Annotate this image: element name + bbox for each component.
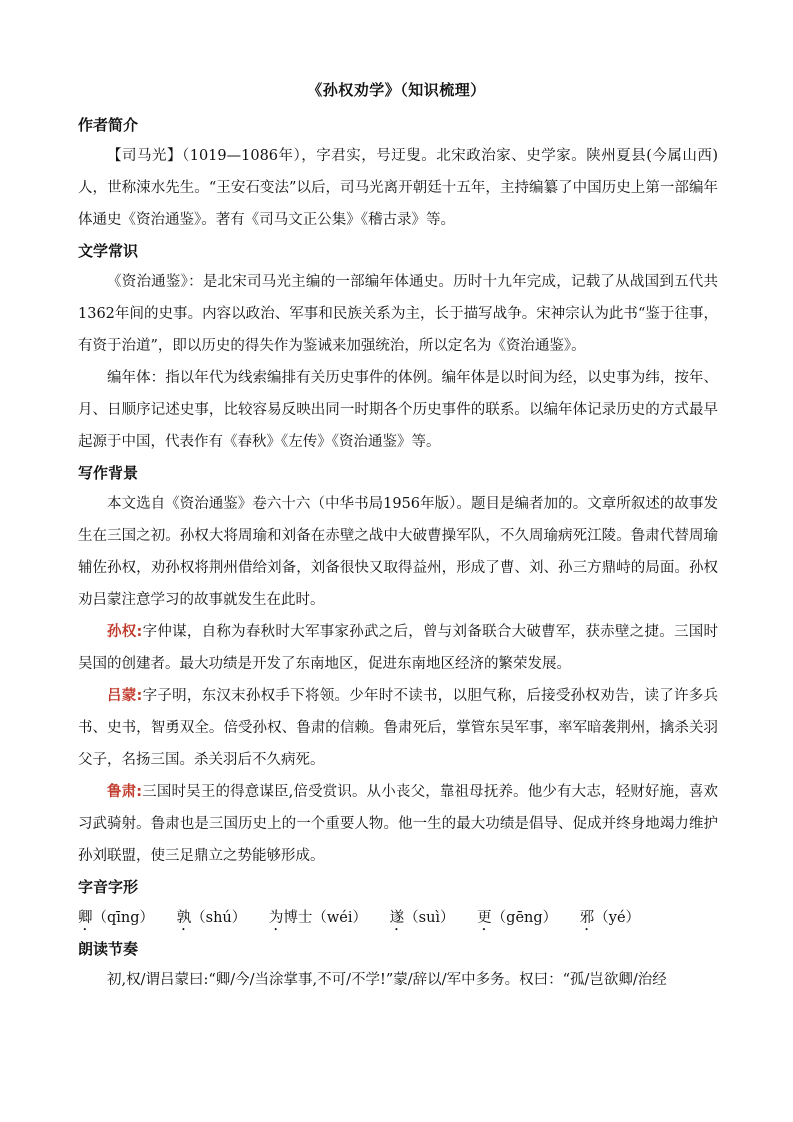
- background-paragraph: 本文选自《资治通鉴》卷六十六（中华书局1956年版）。题目是编者加的。文章所叙述的故事发生在三国之初。孙权大将周瑜和刘备在赤壁之战中大破曹操军队，不久周瑜病死江陵。鲁肃代替周瑜辅佐孙权，劝孙权将荆州借给刘备，刘备很快又取得益州，形成了曹、刘、孙三方鼎峙的局面。孙权劝吕蒙注意学习的故事就发生在此时。: [78, 496, 718, 608]
- pron-item-geng: [477, 902, 557, 934]
- pron-pinyin: （shú）: [191, 910, 247, 926]
- literature-paragraph-1: 《资治通鉴》：是北宋司马光主编的一部编年体通史。历时十九年完成，记载了从战国到五代共1362年间的史事。内容以政治、军事和民族关系为主，长于描写战争。宋神宗认为此书“鉴于往事，有资于治道”，即以历史的得失作为鉴诫来加强统治，所以定名为《资治通鉴》。: [78, 274, 718, 354]
- pron-item-ye: [580, 902, 640, 934]
- pron-item-sui: [390, 902, 455, 934]
- section-heading-rhythm: 朗读节奏: [78, 940, 139, 958]
- rhythm-paragraph: 初,权/谓吕蒙曰:“卿/今/当涂掌事,不可/不学!”蒙/辞以/军中多务。权曰：“孤/岂欲卿/治经: [107, 972, 667, 988]
- section-heading-background: 写作背景: [78, 464, 139, 482]
- pron-char: 遂: [389, 910, 405, 926]
- person-name-lusu: 鲁肃:: [107, 784, 143, 800]
- pron-char: 孰: [176, 910, 192, 926]
- pron-pinyin: （gēng）: [491, 910, 558, 926]
- person-lvmeng: [78, 680, 718, 776]
- page-title: 《孙权劝学》（知识梳理）: [307, 81, 486, 99]
- pron-char: 邪: [579, 910, 595, 926]
- person-text-sunquan: 字仲谋，自称为春秋时大军事家孙武之后，曾与刘备联合大破曹军，获赤壁之捷。三国时吴国的创建者。最大功绩是开发了东南地区，促进东南地区经济的繁荣发展。: [78, 624, 718, 672]
- pron-item-wei: [269, 902, 367, 934]
- person-name-sunquan: 孙权:: [107, 624, 143, 640]
- section-heading-author: 作者简介: [78, 116, 139, 134]
- pronunciation-list: [78, 902, 718, 934]
- person-text-lusu: 三国时吴王的得意谋臣,倍受赏识。从小丧父，靠祖母抚养。他少有大志，轻财好施，喜欢习武骑射。鲁肃也是三国历史上的一个重要人物。他一生的最大功绩是倡导、促成并终身地竭力维护孙刘联盟，使三足鼎立之势能够形成。: [78, 784, 718, 864]
- pron-pinyin: （yé）: [594, 910, 641, 926]
- person-lusu: [78, 776, 718, 872]
- pron-char: 卿: [78, 910, 93, 926]
- pron-suffix: 博士: [283, 910, 313, 926]
- pron-char: 为: [268, 910, 284, 926]
- author-paragraph: 【司马光】（1019—1086年），字君实，号迂叟。北宋政治家、史学家。陕州夏县(今属山西)人，世称涑水先生。“王安石变法”以后，司马光离开朝廷十五年，主持编纂了中国历史上第一部编年体通史《资治通鉴》。著有《司马文正公集》《稽古录》等。: [78, 148, 718, 228]
- section-heading-pronunciation: 字音字形: [78, 878, 139, 896]
- person-text-lvmeng: 字子明，东汉末孙权手下将领。少年时不读书，以胆气称，后接受孙权劝告，读了许多兵书、史书，智勇双全。倍受孙权、鲁肃的信赖。鲁肃死后，掌管东吴军事，率军暗袭荆州，擒杀关羽父子，名扬三国。杀关羽后不久病死。: [78, 688, 718, 768]
- pron-item-qing: [78, 902, 154, 934]
- pron-item-shu: [177, 902, 247, 934]
- person-name-lvmeng: 吕蒙:: [107, 688, 143, 704]
- document-body: [78, 110, 718, 996]
- pron-pinyin: （wéi）: [312, 910, 368, 926]
- pron-pinyin: （qīng）: [92, 910, 155, 926]
- section-heading-literature: 文学常识: [78, 242, 139, 260]
- pron-char: 更: [477, 910, 492, 926]
- person-sunquan: [78, 616, 718, 680]
- pron-pinyin: （suì）: [404, 910, 455, 926]
- literature-paragraph-2: 编年体：指以年代为线索编排有关历史事件的体例。编年体是以时间为经，以史事为纬，按年、月、日顺序记述史事，比较容易反映出同一时期各个历史事件的联系。以编年体记录历史的方式最早起源于中国，代表作有《春秋》《左传》《资治通鉴》等。: [78, 370, 718, 450]
